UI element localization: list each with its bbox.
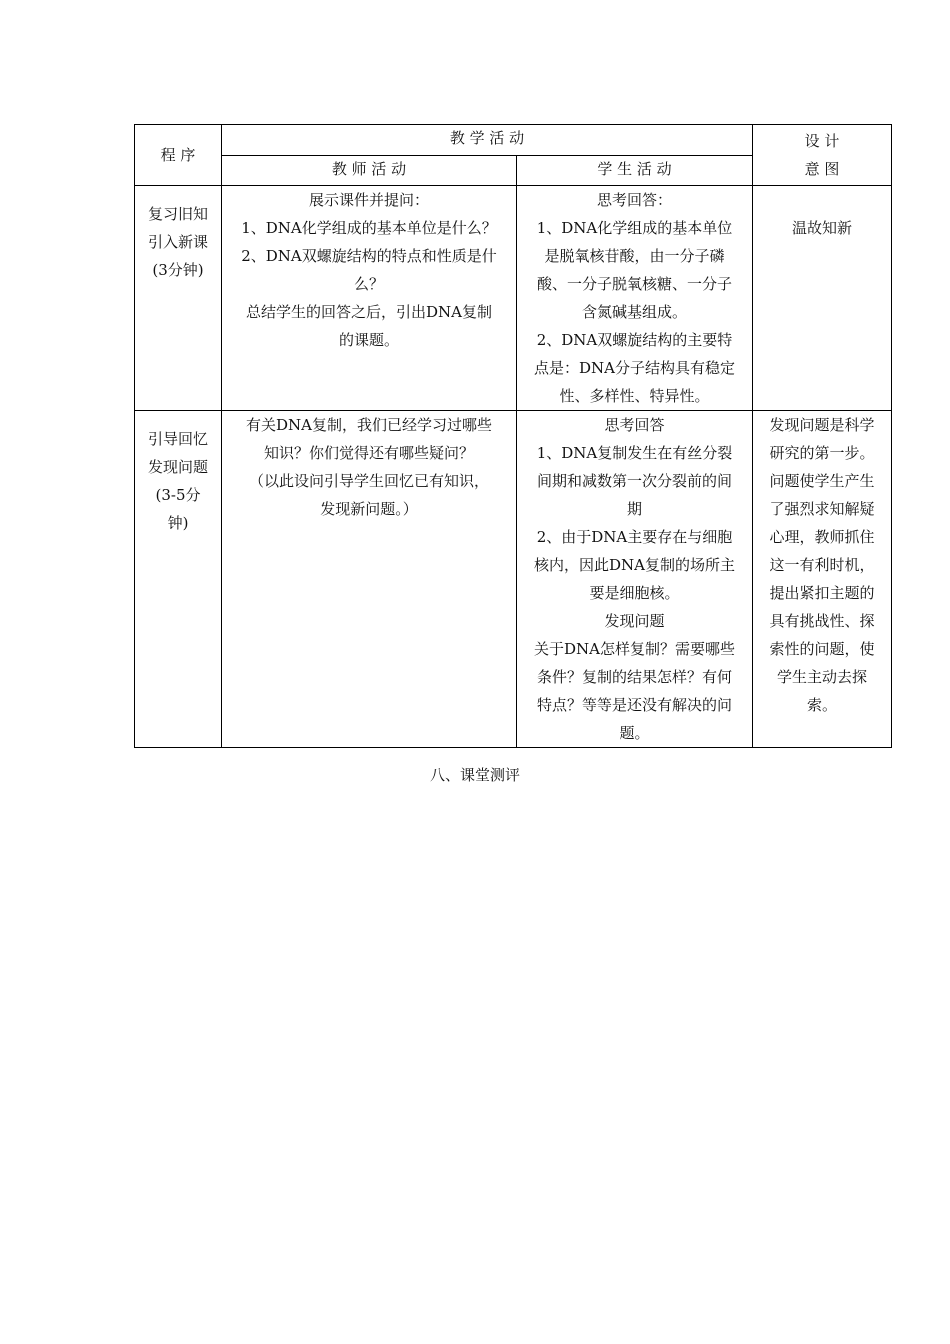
teacher-line: 2、DNA双螺旋结构的特点和性质是什 (241, 247, 497, 265)
student-line: 发现问题 (604, 612, 665, 630)
header-student-activity (517, 155, 753, 186)
procedure-cell (135, 411, 222, 748)
student-line: 要是细胞核。 (589, 584, 680, 602)
procedure-line: (3-5分 (155, 486, 201, 504)
design-line: 了强烈求知解疑 (769, 500, 875, 518)
design-line: 心理，教师抓住 (769, 528, 875, 546)
student-activity-cell (517, 186, 753, 411)
student-line: 思考回答： (596, 191, 672, 209)
header-teaching-activity-label: 教 学 活 动 (449, 129, 525, 147)
design-line: 问题使学生产生 (769, 472, 875, 490)
design-line: 发现问题是科学 (769, 416, 875, 434)
teacher-activity-cell (222, 186, 517, 411)
procedure-cell (135, 186, 222, 411)
design-spacer (759, 186, 885, 214)
student-line: 核内，因此DNA复制的场所主 (534, 556, 735, 574)
teacher-line: 知识？你们觉得还有哪些疑问？ (263, 444, 474, 462)
student-line: 性、多样性、特异性。 (559, 387, 710, 405)
student-line: 2、由于DNA主要存在与细胞 (536, 528, 733, 546)
section-heading: 八、课堂测评 (429, 766, 520, 784)
header-procedure (135, 125, 222, 186)
header-teacher-activity-label: 教 师 活 动 (331, 159, 407, 178)
header-design-line: 意 图 (804, 160, 840, 178)
procedure-line: (3分钟) (152, 261, 204, 279)
header-design (753, 125, 892, 186)
student-line: 条件？复制的结果怎样？有何 (536, 668, 732, 686)
header-student-activity-label: 学 生 活 动 (597, 159, 672, 178)
header-teaching-activity (222, 125, 753, 156)
design-line: 温故知新 (791, 219, 852, 237)
student-line: 是脱氧核苷酸，由一分子磷 (544, 247, 725, 265)
student-line: 1、DNA化学组成的基本单位 (536, 219, 733, 237)
student-line: 期 (626, 500, 642, 518)
teacher-line: 发现新问题。） (320, 500, 418, 518)
procedure-line: 引入新课 (147, 233, 208, 251)
header-procedure-label: 程 序 (160, 146, 196, 164)
student-line: 2、DNA双螺旋结构的主要特 (536, 331, 733, 349)
lesson-plan-table (134, 124, 892, 748)
design-line: 研究的第一步。 (769, 444, 875, 462)
header-design-line: 设 计 (804, 132, 840, 150)
student-activity-cell (517, 411, 753, 748)
teacher-line: 么？ (353, 275, 384, 293)
student-line: 思考回答 (604, 416, 665, 434)
table-row (135, 411, 892, 748)
student-line: 酸、一分子脱氧核糖、一分子 (536, 275, 732, 293)
teacher-line: （以此设问引导学生回忆已有知识， (248, 472, 489, 490)
student-line: 特点？等等是还没有解决的问 (536, 696, 732, 714)
student-line: 含氮碱基组成。 (581, 303, 687, 321)
design-line: 这一有利时机， (769, 556, 875, 574)
student-line: 点是：DNA分子结构具有稳定 (534, 359, 735, 377)
student-line: 1、DNA复制发生在有丝分裂 (536, 444, 733, 462)
teacher-line: 的课题。 (338, 331, 399, 349)
teacher-line: 展示课件并提问： (308, 191, 429, 209)
teacher-line: 1、DNA化学组成的基本单位是什么？ (241, 219, 497, 237)
student-line: 间期和减数第一次分裂前的间 (536, 472, 732, 490)
student-line: 题。 (619, 724, 650, 742)
teacher-line: 有关DNA复制，我们已经学习过哪些 (246, 416, 492, 434)
procedure-line: 钟) (167, 514, 189, 532)
procedure-line: 引导回忆 (147, 430, 208, 448)
header-teacher-activity (222, 155, 517, 186)
procedure-line: 复习旧知 (147, 205, 208, 223)
design-line: 学生主动去探 (776, 668, 867, 686)
design-intent-cell (753, 186, 892, 411)
teacher-activity-cell (222, 411, 517, 748)
header-row-1 (135, 125, 892, 156)
design-line: 索。 (806, 696, 837, 714)
design-line: 具有挑战性、探 (769, 612, 875, 630)
teacher-line: 总结学生的回答之后，引出DNA复制 (246, 303, 492, 321)
student-line: 关于DNA怎样复制？需要哪些 (534, 640, 735, 658)
procedure-line: 发现问题 (147, 458, 208, 476)
design-intent-cell (753, 411, 892, 748)
design-line: 索性的问题，使 (769, 640, 875, 658)
design-line: 提出紧扣主题的 (769, 584, 875, 602)
table-row (135, 186, 892, 411)
